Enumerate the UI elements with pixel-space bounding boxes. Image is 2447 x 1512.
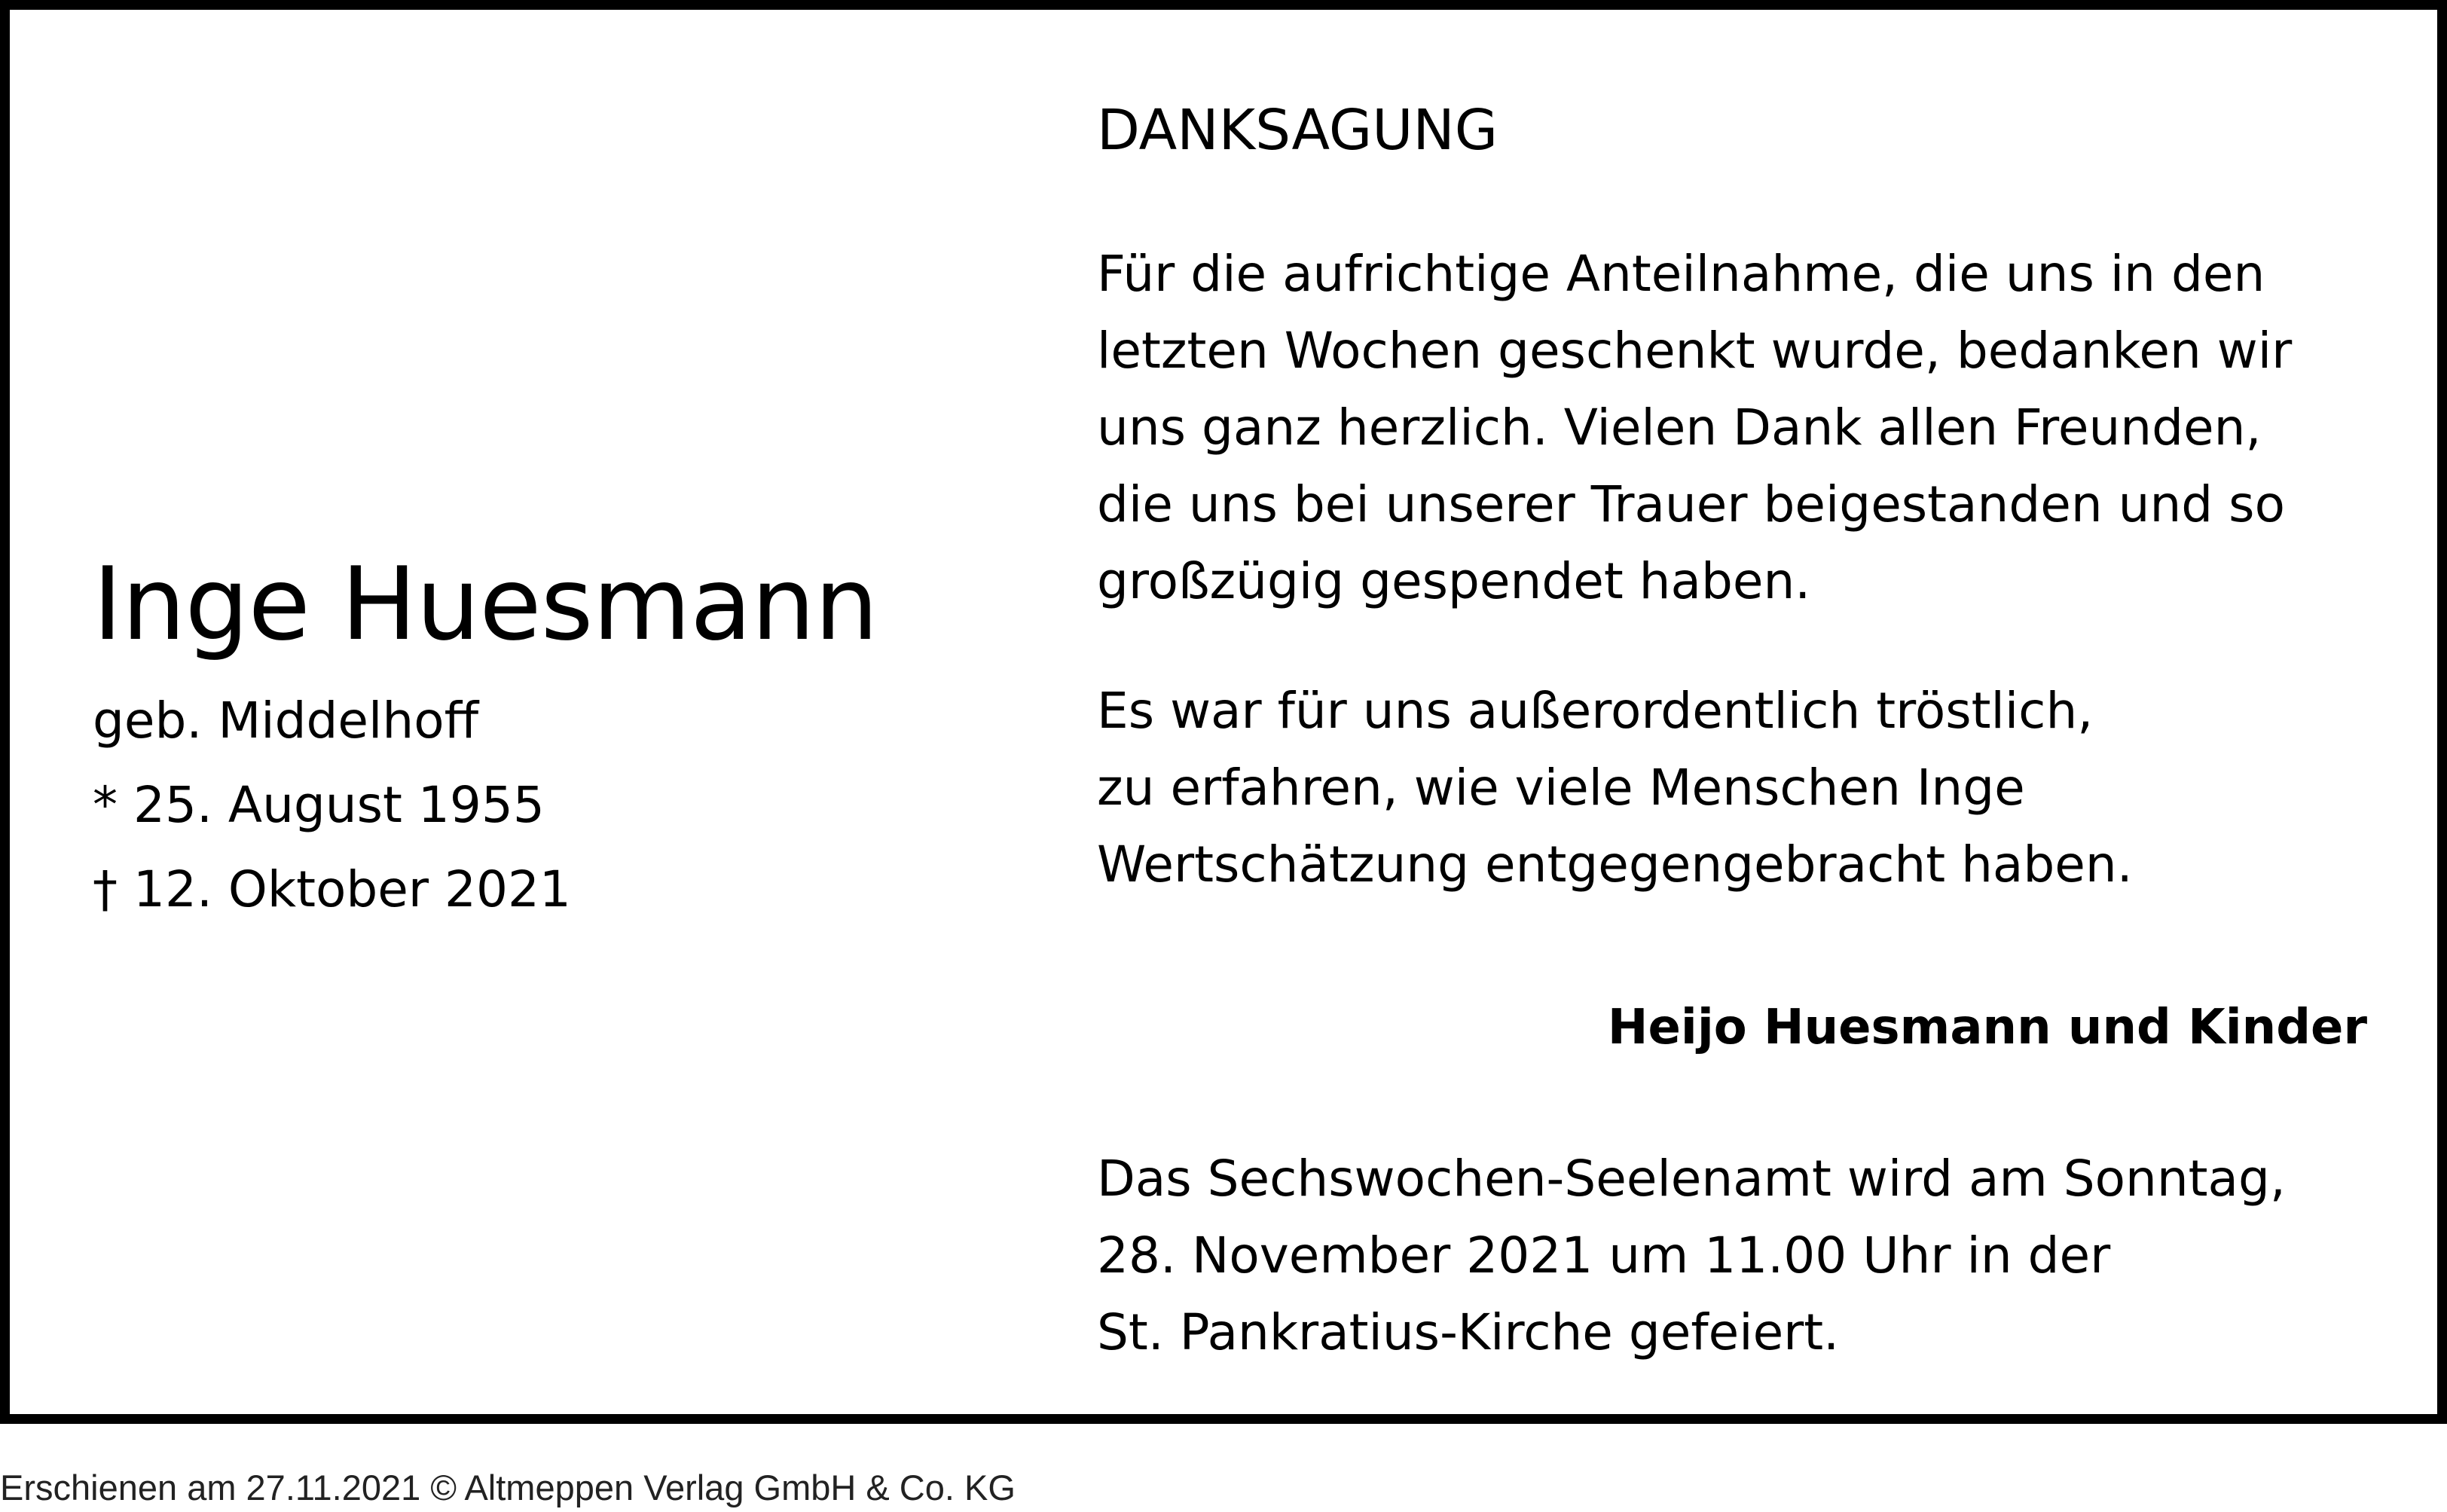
text-line: Für die aufrichtige Anteilnahme, die uns in den bbox=[1097, 245, 2265, 303]
family-signature: Heijo Huesmann und Kinder bbox=[1607, 1000, 2367, 1055]
thanks-paragraph-1 bbox=[1097, 236, 2378, 620]
text-line: die uns bei unserer Trauer beigestanden und so bbox=[1097, 475, 2285, 533]
thanks-section bbox=[1097, 85, 2378, 1371]
memorial-service-paragraph bbox=[1097, 1141, 2378, 1371]
text-line: zu erfahren, wie viele Menschen Inge bbox=[1097, 759, 2025, 817]
deceased-info bbox=[93, 545, 1034, 932]
publication-footer: Erschienen am 27.11.2021 © Altmeppen Verlag GmbH & Co. KG bbox=[0, 1468, 1016, 1507]
text-line: großzügig gespendet haben. bbox=[1097, 552, 1811, 610]
death-date: † 12. Oktober 2021 bbox=[93, 860, 571, 918]
text-line: Wertschätzung entgegengebracht haben. bbox=[1097, 835, 2133, 893]
text-line: St. Pankratius-Kirche gefeiert. bbox=[1097, 1303, 1840, 1361]
deceased-name: Inge Huesmann bbox=[93, 545, 878, 663]
thanks-paragraph-2 bbox=[1097, 673, 2378, 903]
text-line: 28. November 2021 um 11.00 Uhr in der bbox=[1097, 1226, 2111, 1284]
text-line: letzten Wochen geschenkt wurde, bedanken wir bbox=[1097, 322, 2293, 380]
text-line: uns ganz herzlich. Vielen Dank allen Freunden, bbox=[1097, 399, 2262, 457]
thanks-heading: DANKSAGUNG bbox=[1097, 98, 1498, 163]
text-line: Das Sechswochen-Seelenamt wird am Sonntag, bbox=[1097, 1150, 2286, 1208]
maiden-name: geb. Middelhoff bbox=[93, 692, 479, 750]
birth-date: * 25. August 1955 bbox=[93, 776, 545, 834]
text-line: Es war für uns außerordentlich tröstlich, bbox=[1097, 682, 2094, 740]
